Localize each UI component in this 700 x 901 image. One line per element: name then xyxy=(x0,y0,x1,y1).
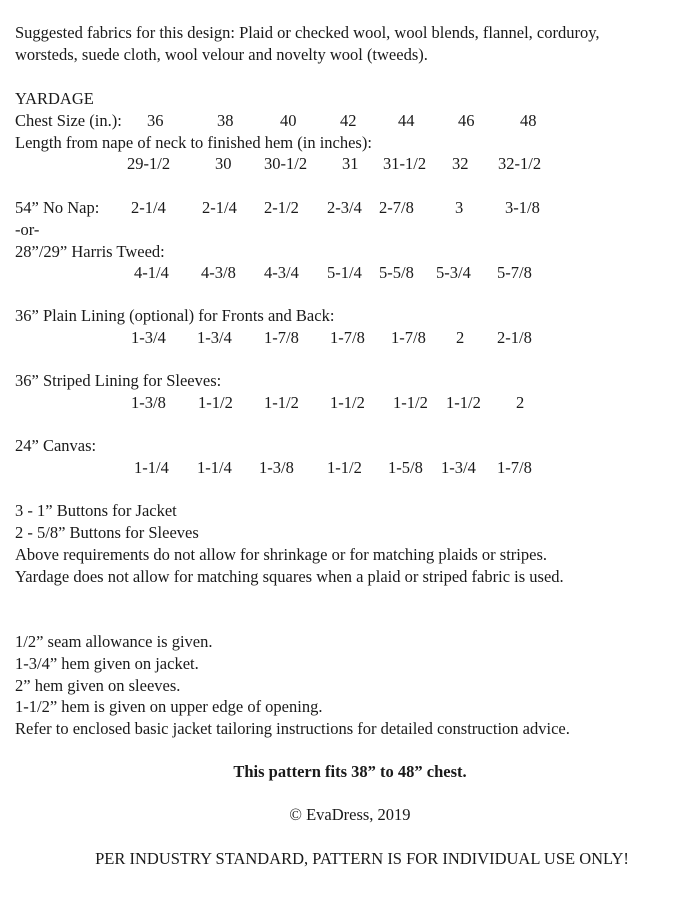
harris-tweed-value: 5-5/8 xyxy=(379,263,414,282)
plain-lining-label: 36” Plain Lining (optional) for Fronts and Back: xyxy=(15,306,335,325)
canvas-value: 1-1/4 xyxy=(197,458,232,477)
canvas-value: 1-7/8 xyxy=(497,458,532,477)
length-label: Length from nape of neck to finished hem (in inches): xyxy=(15,133,372,152)
no-nap-value: 2-1/4 xyxy=(131,198,166,217)
no-nap-value: 2-1/2 xyxy=(264,198,299,217)
no-nap-value: 2-3/4 xyxy=(327,198,362,217)
hem-sleeves: 2” hem given on sleeves. xyxy=(15,676,181,695)
striped-lining-label: 36” Striped Lining for Sleeves: xyxy=(15,371,222,390)
canvas-value: 1-3/4 xyxy=(441,458,476,477)
striped-lining-row xyxy=(0,392,700,414)
striped-lining-value: 1-1/2 xyxy=(264,393,299,412)
striped-lining-value: 1-1/2 xyxy=(393,393,428,412)
length-value: 31-1/2 xyxy=(383,154,427,173)
copyright: © EvaDress, 2019 xyxy=(289,805,411,824)
striped-lining-value: 2 xyxy=(516,393,525,412)
no-nap-value: 3-1/8 xyxy=(505,198,540,217)
harris-tweed-label: 28”/29” Harris Tweed: xyxy=(15,242,165,261)
canvas-row xyxy=(0,457,700,479)
length-row xyxy=(0,153,700,175)
no-nap-value: 2-1/4 xyxy=(202,198,237,217)
note-shrinkage: Above requirements do not allow for shrinkage or for matching plaids or stripes. xyxy=(15,545,547,564)
chest-size-value: 42 xyxy=(340,111,357,130)
hem-jacket: 1-3/4” hem given on jacket. xyxy=(15,654,199,673)
harris-tweed-value: 4-3/4 xyxy=(264,263,299,282)
striped-lining-value: 1-1/2 xyxy=(446,393,481,412)
harris-tweed-row xyxy=(0,262,700,284)
harris-tweed-value: 5-7/8 xyxy=(497,263,532,282)
harris-tweed-value: 5-3/4 xyxy=(436,263,471,282)
buttons-jacket: 3 - 1” Buttons for Jacket xyxy=(15,501,177,520)
length-value: 29-1/2 xyxy=(127,154,171,173)
no-nap-value: 2-7/8 xyxy=(379,198,414,217)
hem-opening: 1-1/2” hem is given on upper edge of opening. xyxy=(15,697,323,716)
striped-lining-value: 1-1/2 xyxy=(330,393,365,412)
plain-lining-value: 1-3/4 xyxy=(197,328,232,347)
canvas-value: 1-1/2 xyxy=(327,458,362,477)
chest-size-value: 48 xyxy=(520,111,537,130)
fit-statement: This pattern fits 38” to 48” chest. xyxy=(233,762,467,781)
or-text: -or- xyxy=(15,220,40,239)
plain-lining-value: 1-7/8 xyxy=(330,328,365,347)
plain-lining-value: 1-3/4 xyxy=(131,328,166,347)
chest-size-value: 38 xyxy=(217,111,234,130)
plain-lining-row xyxy=(0,327,700,349)
usage-disclaimer: PER INDUSTRY STANDARD, PATTERN IS FOR INDIVIDUAL USE ONLY! xyxy=(95,849,629,868)
plain-lining-value: 1-7/8 xyxy=(391,328,426,347)
length-value: 31 xyxy=(342,154,359,173)
plain-lining-value: 2-1/8 xyxy=(497,328,532,347)
chest-size-value: 46 xyxy=(458,111,475,130)
no-nap-label: 54” No Nap: xyxy=(15,198,100,217)
intro-line-1: Suggested fabrics for this design: Plaid or checked wool, wool blends, flannel, corduroy, xyxy=(15,23,600,42)
chest-size-label: Chest Size (in.): xyxy=(15,111,122,130)
striped-lining-value: 1-3/8 xyxy=(131,393,166,412)
seam-allowance: 1/2” seam allowance is given. xyxy=(15,632,213,651)
length-value: 30 xyxy=(215,154,232,173)
canvas-value: 1-3/8 xyxy=(259,458,294,477)
yardage-heading: YARDAGE xyxy=(15,89,94,108)
plain-lining-value: 1-7/8 xyxy=(264,328,299,347)
plain-lining-value: 2 xyxy=(456,328,465,347)
buttons-sleeves: 2 - 5/8” Buttons for Sleeves xyxy=(15,523,199,542)
chest-size-value: 36 xyxy=(147,111,164,130)
length-value: 30-1/2 xyxy=(264,154,308,173)
tailoring-reference: Refer to enclosed basic jacket tailoring instructions for detailed construction advice. xyxy=(15,719,570,738)
no-nap-value: 3 xyxy=(455,198,464,217)
length-value: 32-1/2 xyxy=(498,154,542,173)
harris-tweed-value: 4-1/4 xyxy=(134,263,169,282)
canvas-label: 24” Canvas: xyxy=(15,436,97,455)
canvas-value: 1-1/4 xyxy=(134,458,169,477)
canvas-value: 1-5/8 xyxy=(388,458,423,477)
length-value: 32 xyxy=(452,154,469,173)
striped-lining-value: 1-1/2 xyxy=(198,393,233,412)
harris-tweed-value: 5-1/4 xyxy=(327,263,362,282)
harris-tweed-value: 4-3/8 xyxy=(201,263,236,282)
note-matching: Yardage does not allow for matching squares when a plaid or striped fabric is used. xyxy=(15,567,564,586)
no-nap-row xyxy=(0,197,700,219)
chest-size-row xyxy=(0,110,700,132)
chest-size-value: 44 xyxy=(398,111,415,130)
intro-line-2: worsteds, suede cloth, wool velour and novelty wool (tweeds). xyxy=(15,45,428,64)
chest-size-value: 40 xyxy=(280,111,297,130)
